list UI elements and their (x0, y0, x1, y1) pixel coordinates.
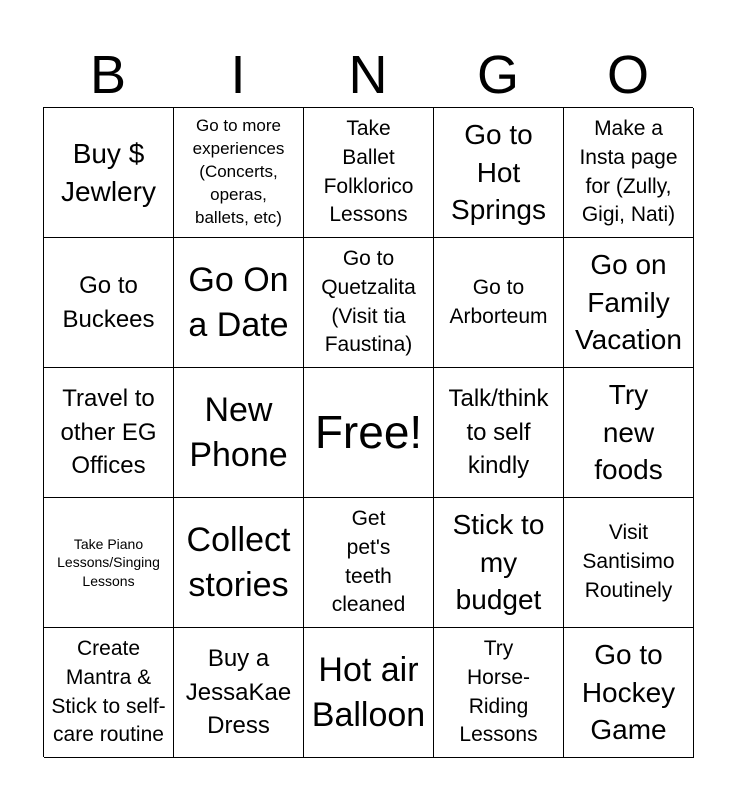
bingo-cell[interactable]: Try new foods (564, 368, 694, 498)
bingo-cell[interactable]: Get pet's teeth cleaned (304, 498, 434, 628)
bingo-cell[interactable]: Talk/think to self kindly (434, 368, 564, 498)
bingo-cell[interactable]: New Phone (174, 368, 304, 498)
bingo-cell[interactable]: Go to Arborteum (434, 238, 564, 368)
bingo-cell[interactable]: Take Piano Lessons/Singing Lessons (44, 498, 174, 628)
bingo-cell[interactable]: Take Ballet Folklorico Lessons (304, 108, 434, 238)
bingo-cell[interactable]: Create Mantra & Stick to self- care routine (44, 628, 174, 758)
bingo-cell[interactable]: Buy $ Jewlery (44, 108, 174, 238)
header-letter-o: O (606, 45, 649, 105)
header-letter-n: N (348, 45, 388, 105)
bingo-cell[interactable]: Go On a Date (174, 238, 304, 368)
bingo-cell[interactable]: Go on Family Vacation (564, 238, 694, 368)
bingo-cell[interactable]: Go to Buckees (44, 238, 174, 368)
bingo-free-cell[interactable]: Free! (304, 368, 434, 498)
bingo-cell[interactable]: Visit Santisimo Routinely (564, 498, 694, 628)
bingo-cell[interactable]: Stick to my budget (434, 498, 564, 628)
bingo-cell[interactable]: Go to Hot Springs (434, 108, 564, 238)
bingo-cell[interactable]: Make a Insta page for (Zully, Gigi, Nati) (564, 108, 694, 238)
bingo-cell[interactable]: Buy a JessaKae Dress (174, 628, 304, 758)
bingo-board (43, 107, 693, 757)
bingo-cell[interactable]: Travel to other EG Offices (44, 368, 174, 498)
bingo-cell[interactable]: Go to Quetzalita (Visit tia Faustina) (304, 238, 434, 368)
bingo-cell[interactable]: Go to more experiences (Concerts, operas, ballets, etc) (174, 108, 304, 238)
bingo-cell[interactable]: Hot air Balloon (304, 628, 434, 758)
header-letter-b: B (89, 45, 127, 105)
header-letter-i: I (230, 45, 246, 105)
bingo-cell[interactable]: Go to Hockey Game (564, 628, 694, 758)
header-letter-g: G (476, 45, 519, 105)
bingo-cell[interactable]: Try Horse- Riding Lessons (434, 628, 564, 758)
bingo-cell[interactable]: Collect stories (174, 498, 304, 628)
bingo-header (43, 45, 693, 105)
